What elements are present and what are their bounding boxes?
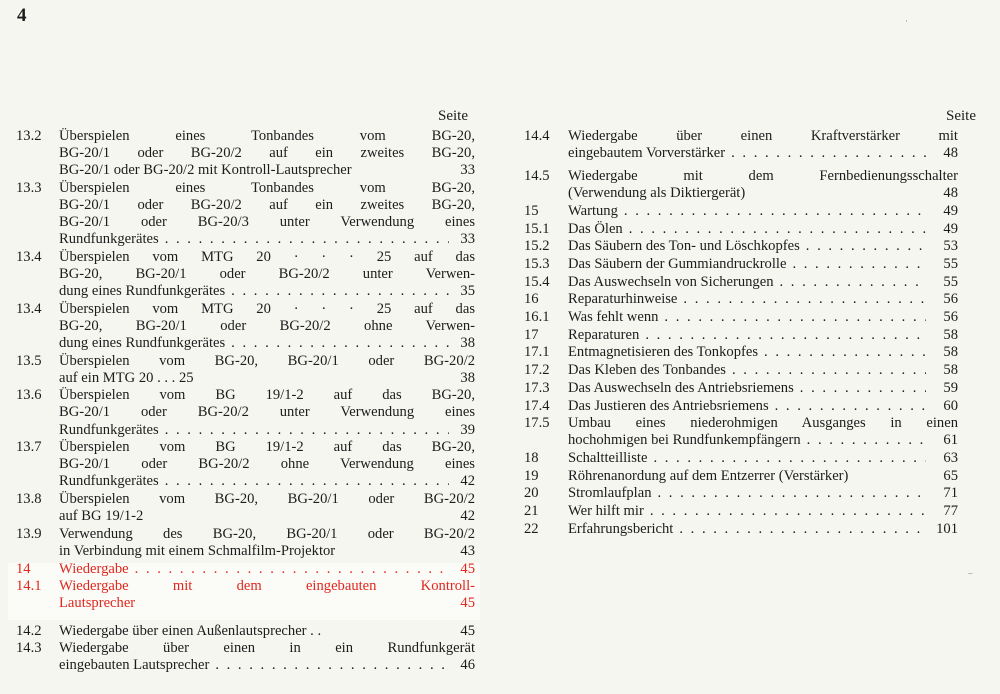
toc-entry-number: 13.3 — [16, 179, 42, 196]
toc-entry-text — [568, 256, 958, 273]
toc-entry-page: 49 — [943, 220, 958, 237]
dot-leader — [129, 561, 449, 578]
dot-leader — [639, 327, 926, 344]
toc-entry-text — [59, 623, 475, 640]
seite-header-right: Seite — [946, 108, 976, 124]
toc-entry-page: 45 — [460, 595, 475, 612]
dot-leader — [673, 521, 926, 538]
toc-entry-page: 53 — [943, 238, 958, 255]
dot-leader — [769, 398, 926, 415]
dot-leader — [725, 145, 926, 162]
toc-entry — [524, 503, 958, 520]
toc-entry-text — [568, 468, 958, 485]
toc-entry-line: Umbau eines niederohmigen Ausganges in einen — [568, 415, 958, 432]
toc-entry-page: 55 — [943, 273, 958, 290]
toc-entry-last-line — [568, 221, 958, 238]
toc-entry-number: 17.3 — [524, 379, 550, 396]
toc-entry — [524, 362, 958, 379]
toc-entry-last-line — [59, 162, 475, 179]
toc-entry — [16, 623, 475, 640]
toc-entry-page: 48 — [943, 145, 958, 162]
toc-entry-line: dung eines Rundfunkgerätes — [59, 283, 226, 300]
toc-entry-text — [568, 274, 958, 291]
dot-leader — [225, 335, 449, 352]
toc-entry-number: 19 — [524, 467, 539, 484]
dot-leader — [652, 485, 927, 502]
toc-entry-page: 56 — [943, 291, 958, 308]
toc-entry-last-line — [568, 185, 958, 202]
toc-entry-line: BG-20/1 oder BG-20/2 unter Verwendung eines — [59, 404, 475, 421]
toc-entry-line: BG-20/1 oder BG-20/2 ohne Verwendung eines — [59, 456, 475, 473]
toc-entry-text — [568, 203, 958, 220]
toc-entry-page: 58 — [943, 326, 958, 343]
toc-entry-text — [568, 309, 958, 326]
toc-entry-text — [568, 485, 958, 502]
toc-entry-line: Das Auswechseln von Sicherungen — [568, 273, 774, 290]
toc-entry-last-line — [59, 657, 475, 674]
toc-entry-line: BG-20/1 oder BG-20/3 unter Verwendung eines — [59, 214, 475, 231]
dot-leader — [159, 473, 449, 490]
toc-entry-line: BG-20, BG-20/1 oder BG-20/2 ohne Verwen- — [59, 317, 475, 334]
toc-entry-number: 17.2 — [524, 362, 550, 379]
toc-entry-last-line — [568, 398, 958, 415]
toc-column-right — [524, 128, 958, 538]
toc-entry-text — [59, 491, 475, 525]
toc-entry-line: Schaltteilliste — [568, 450, 648, 466]
dot-leader — [623, 221, 926, 238]
toc-entry-number: 13.7 — [16, 439, 42, 456]
toc-entry — [16, 249, 475, 300]
toc-entry-number: 14.3 — [16, 640, 42, 657]
toc-entry-line: Überspielen vom MTG 20 · · · 25 auf das — [59, 300, 475, 317]
toc-entry-last-line — [59, 623, 475, 640]
toc-entry-page: 45 — [460, 560, 475, 577]
toc-entry-line: Wartung — [568, 202, 618, 219]
toc-entry-page: 42 — [460, 473, 475, 490]
toc-entry-line: Entmagnetisieren des Tonkopfes — [568, 344, 759, 361]
toc-entry-line: Wiedergabe über einen Außenlautsprecher . . — [59, 622, 322, 639]
toc-entry-line: Wiedergabe mit dem eingebauten Kontroll- — [59, 578, 475, 595]
toc-entry-page: 56 — [943, 309, 958, 326]
scan-speck: · — [905, 16, 908, 26]
toc-entry-number: 18 — [524, 450, 539, 466]
dot-leader — [677, 291, 926, 308]
toc-entry-page: 63 — [943, 450, 958, 466]
toc-entry-line: Das Kleben des Tonbandes — [568, 362, 726, 379]
toc-entry-page: 71 — [943, 485, 958, 502]
toc-entry-page: 39 — [460, 421, 475, 438]
toc-entry-text — [59, 439, 475, 490]
toc-entry-text — [59, 353, 475, 387]
toc-entry-text — [568, 327, 958, 344]
dot-leader — [159, 422, 449, 439]
dot-leader — [618, 203, 926, 220]
toc-entry-line: Das Auswechseln des Antriebsriemens — [568, 379, 794, 396]
toc-entry-text — [59, 128, 475, 179]
toc-entry-number: 13.6 — [16, 387, 42, 404]
seite-header-left: Seite — [438, 108, 468, 124]
toc-entry-page: 33 — [460, 162, 475, 179]
toc-entry-page: 38 — [460, 334, 475, 351]
toc-entry-line: BG-20/1 oder BG-20/2 auf ein zweites BG-20, — [59, 145, 475, 162]
toc-entry-number: 20 — [524, 485, 539, 502]
toc-entry-last-line — [59, 543, 475, 560]
toc-entry — [16, 387, 475, 438]
toc-entry-text — [59, 301, 475, 352]
toc-entry-number: 22 — [524, 520, 539, 537]
toc-entry-line: eingebautem Vorverstärker — [568, 145, 726, 162]
toc-entry-page: 101 — [936, 520, 958, 537]
toc-entry-last-line — [568, 450, 958, 467]
dot-leader — [209, 657, 449, 674]
toc-entry-text — [59, 249, 475, 300]
toc-entry-last-line — [568, 256, 958, 273]
toc-entry — [524, 128, 958, 162]
toc-entry-last-line — [59, 335, 475, 352]
toc-entry — [524, 309, 958, 326]
toc-entry — [16, 526, 475, 560]
toc-entry-page: 35 — [460, 283, 475, 300]
toc-entry-last-line — [59, 422, 475, 439]
toc-entry-line: Erfahrungsbericht — [568, 520, 674, 537]
toc-entry-line: Überspielen eines Tonbandes vom BG-20, — [59, 128, 475, 144]
toc-entry — [16, 180, 475, 248]
toc-entry-last-line — [59, 473, 475, 490]
toc-entry-last-line — [59, 508, 475, 525]
toc-entry-last-line — [568, 432, 958, 449]
toc-entry-text — [568, 415, 958, 449]
toc-entry-line: Rundfunkgerätes — [59, 421, 159, 438]
dot-leader — [644, 503, 926, 520]
toc-entry — [16, 640, 475, 674]
scan-speck: – — [968, 568, 973, 578]
toc-entry-number: 17 — [524, 326, 539, 343]
dot-leader — [658, 309, 926, 326]
toc-entry-line: auf BG 19/1-2 — [59, 508, 144, 525]
toc-entry-last-line — [568, 327, 958, 344]
toc-entry-line: Überspielen vom BG 19/1-2 auf das BG-20, — [59, 387, 475, 404]
toc-entry-line: Rundfunkgerätes — [59, 473, 159, 490]
toc-column-left — [16, 128, 475, 675]
toc-entry-number: 15.4 — [524, 273, 550, 290]
toc-entry-page: 60 — [943, 397, 958, 414]
toc-entry-text — [568, 238, 958, 255]
dot-leader — [786, 256, 926, 273]
toc-entry-last-line — [568, 203, 958, 220]
toc-entry-line: Überspielen eines Tonbandes vom BG-20, — [59, 179, 475, 196]
toc-entry-last-line — [568, 362, 958, 379]
toc-entry-line: Wiedergabe mit dem Fernbedienungsschalter — [568, 168, 958, 185]
toc-entry-line: BG-20, BG-20/1 oder BG-20/2 unter Verwen- — [59, 265, 475, 282]
toc-entry-last-line — [568, 291, 958, 308]
toc-entry-last-line — [568, 503, 958, 520]
toc-entry-line: Lautsprecher — [59, 595, 136, 612]
toc-entry — [16, 439, 475, 490]
toc-entry-last-line — [568, 309, 958, 326]
dot-leader — [801, 432, 926, 449]
toc-entry-number: 14.4 — [524, 128, 550, 144]
dot-leader — [159, 231, 449, 248]
toc-entry-number: 21 — [524, 503, 539, 520]
toc-entry — [16, 561, 475, 578]
toc-entry-line: Wiedergabe über einen Kraftverstärker mit — [568, 128, 958, 144]
toc-entry-last-line — [59, 595, 475, 612]
dot-leader — [774, 274, 927, 291]
toc-entry-number: 16.1 — [524, 309, 550, 326]
toc-entry-last-line — [59, 561, 475, 578]
toc-entry — [16, 353, 475, 387]
toc-entry — [16, 301, 475, 352]
toc-entry-number: 13.4 — [16, 248, 42, 265]
page-number: 4 — [17, 5, 27, 26]
toc-entry-text — [568, 168, 958, 202]
toc-entry — [524, 398, 958, 415]
toc-entry-line: Das Säubern der Gummiandruckrolle — [568, 256, 787, 273]
toc-entry-page: 65 — [943, 467, 958, 484]
toc-entry-line: Überspielen vom MTG 20 · · · 25 auf das — [59, 248, 475, 265]
toc-entry-line: Reparaturhinweise — [568, 291, 678, 308]
toc-entry — [524, 468, 958, 485]
toc-entry-line: BG-20/1 oder BG-20/2 mit Kontroll-Lautsprecher — [59, 162, 352, 179]
toc-entry — [524, 203, 958, 220]
dot-leader — [758, 344, 926, 361]
toc-entry-page: 58 — [943, 344, 958, 361]
toc-entry-line: eingebauten Lautsprecher — [59, 657, 210, 674]
toc-entry-text — [59, 387, 475, 438]
toc-entry-line: Reparaturen — [568, 326, 640, 343]
toc-entry-page: 48 — [943, 185, 958, 202]
toc-entry-page: 42 — [460, 508, 475, 525]
toc-entry-line: Überspielen vom BG-20, BG-20/1 oder BG-20/2 — [59, 491, 475, 508]
toc-entry-page: 43 — [460, 543, 475, 559]
toc-entry-line: Wer hilft mir — [568, 503, 644, 520]
toc-entry-line: Das Ölen — [568, 220, 623, 237]
toc-entry — [524, 521, 958, 538]
toc-entry-text — [59, 578, 475, 612]
toc-entry-number: 13.5 — [16, 352, 42, 369]
toc-entry-line: Überspielen vom BG 19/1-2 auf das BG-20, — [59, 439, 475, 456]
toc-entry-number: 14 — [16, 560, 31, 577]
toc-entry-number: 13.2 — [16, 128, 42, 144]
toc-entry-number: 15.2 — [524, 238, 550, 255]
toc-entry-line: Was fehlt wenn — [568, 309, 659, 326]
toc-entry-text — [568, 521, 958, 538]
dot-leader — [225, 283, 449, 300]
toc-entry-text — [568, 503, 958, 520]
toc-entry-text — [568, 221, 958, 238]
toc-entry-line: in Verbindung mit einem Schmalfilm-Projektor — [59, 543, 336, 559]
toc-entry-number: 17.5 — [524, 415, 550, 432]
toc-entry — [16, 491, 475, 525]
toc-entry-last-line — [568, 468, 958, 485]
toc-entry-last-line — [568, 274, 958, 291]
toc-entry — [524, 221, 958, 238]
toc-entry-number: 17.4 — [524, 397, 550, 414]
toc-entry — [524, 344, 958, 361]
toc-entry-page: 49 — [943, 202, 958, 219]
toc-entry-line: auf ein MTG 20 . . . 25 — [59, 369, 194, 386]
dot-leader — [726, 362, 926, 379]
toc-entry — [16, 128, 475, 179]
toc-entry-line: BG-20/1 oder BG-20/2 auf ein zweites BG-20, — [59, 196, 475, 213]
dot-leader — [647, 450, 926, 467]
toc-entry-line: hochohmigen bei Rundfunkempfängern — [568, 432, 801, 449]
toc-entry — [524, 415, 958, 449]
toc-entry — [16, 578, 475, 612]
toc-entry-number: 14.2 — [16, 622, 42, 639]
toc-entry-number: 13.9 — [16, 525, 42, 542]
toc-entry-text — [59, 526, 475, 560]
toc-entry-number: 14.1 — [16, 578, 42, 595]
toc-entry-number: 17.1 — [524, 344, 550, 361]
toc-entry-page: 61 — [943, 432, 958, 449]
toc-entry-last-line — [59, 231, 475, 248]
toc-entry-page: 46 — [460, 657, 475, 674]
toc-entry-line: Wiedergabe über einen in ein Rundfunkgerät — [59, 640, 475, 657]
toc-entry — [524, 380, 958, 397]
toc-entry-line: Röhrenanordung auf dem Entzerrer (Verstärker) — [568, 467, 849, 484]
toc-entry — [524, 168, 958, 202]
dot-leader — [794, 380, 926, 397]
toc-entry-number: 13.8 — [16, 491, 42, 508]
toc-entry-line: Wiedergabe — [59, 560, 129, 577]
toc-entry-page: 55 — [943, 256, 958, 273]
toc-entry-text — [59, 640, 475, 674]
toc-entry-last-line — [568, 521, 958, 538]
toc-entry-number: 14.5 — [524, 168, 550, 185]
toc-entry-text — [59, 180, 475, 248]
toc-entry-last-line — [59, 370, 475, 387]
toc-entry-last-line — [568, 145, 958, 162]
toc-entry-last-line — [568, 485, 958, 502]
toc-entry-last-line — [568, 380, 958, 397]
toc-entry-number: 15 — [524, 202, 539, 219]
toc-entry-page: 45 — [460, 622, 475, 639]
dot-leader — [800, 238, 926, 255]
toc-entry — [524, 291, 958, 308]
toc-entry-page: 38 — [460, 369, 475, 386]
toc-entry-number: 16 — [524, 291, 539, 308]
toc-entry-page: 59 — [943, 379, 958, 396]
toc-entry-line: Das Justieren des Antriebsriemens — [568, 397, 769, 414]
toc-entry-line: Rundfunkgerätes — [59, 231, 159, 248]
toc-entry-last-line — [568, 238, 958, 255]
toc-entry-text — [568, 362, 958, 379]
toc-entry — [524, 256, 958, 273]
toc-entry — [524, 274, 958, 291]
toc-entry-number: 15.3 — [524, 256, 550, 273]
toc-entry — [524, 327, 958, 344]
toc-entry-text — [568, 291, 958, 308]
toc-entry-line: dung eines Rundfunkgerätes — [59, 334, 226, 351]
toc-entry-text — [568, 344, 958, 361]
toc-entry-line: Das Säubern des Ton- und Löschkopfes — [568, 238, 800, 255]
toc-entry-text — [568, 128, 958, 162]
toc-entry-text — [568, 450, 958, 467]
toc-entry-number: 15.1 — [524, 220, 550, 237]
toc-entry-page: 58 — [943, 362, 958, 379]
toc-entry-text — [59, 561, 475, 578]
toc-entry-page: 77 — [943, 503, 958, 520]
toc-entry-last-line — [59, 283, 475, 300]
toc-entry-line: (Verwendung als Diktiergerät) — [568, 185, 746, 202]
toc-entry-last-line — [568, 344, 958, 361]
toc-entry — [524, 450, 958, 467]
toc-entry — [524, 238, 958, 255]
toc-entry-line: Verwendung des BG-20, BG-20/1 oder BG-20/2 — [59, 525, 475, 542]
toc-entry-text — [568, 398, 958, 415]
toc-entry-page: 33 — [460, 231, 475, 248]
toc-entry-number: 13.4 — [16, 300, 42, 317]
toc-entry — [524, 485, 958, 502]
toc-entry-text — [568, 380, 958, 397]
toc-entry-line: Stromlaufplan — [568, 485, 652, 502]
toc-entry-line: Überspielen vom BG-20, BG-20/1 oder BG-20/2 — [59, 352, 475, 369]
